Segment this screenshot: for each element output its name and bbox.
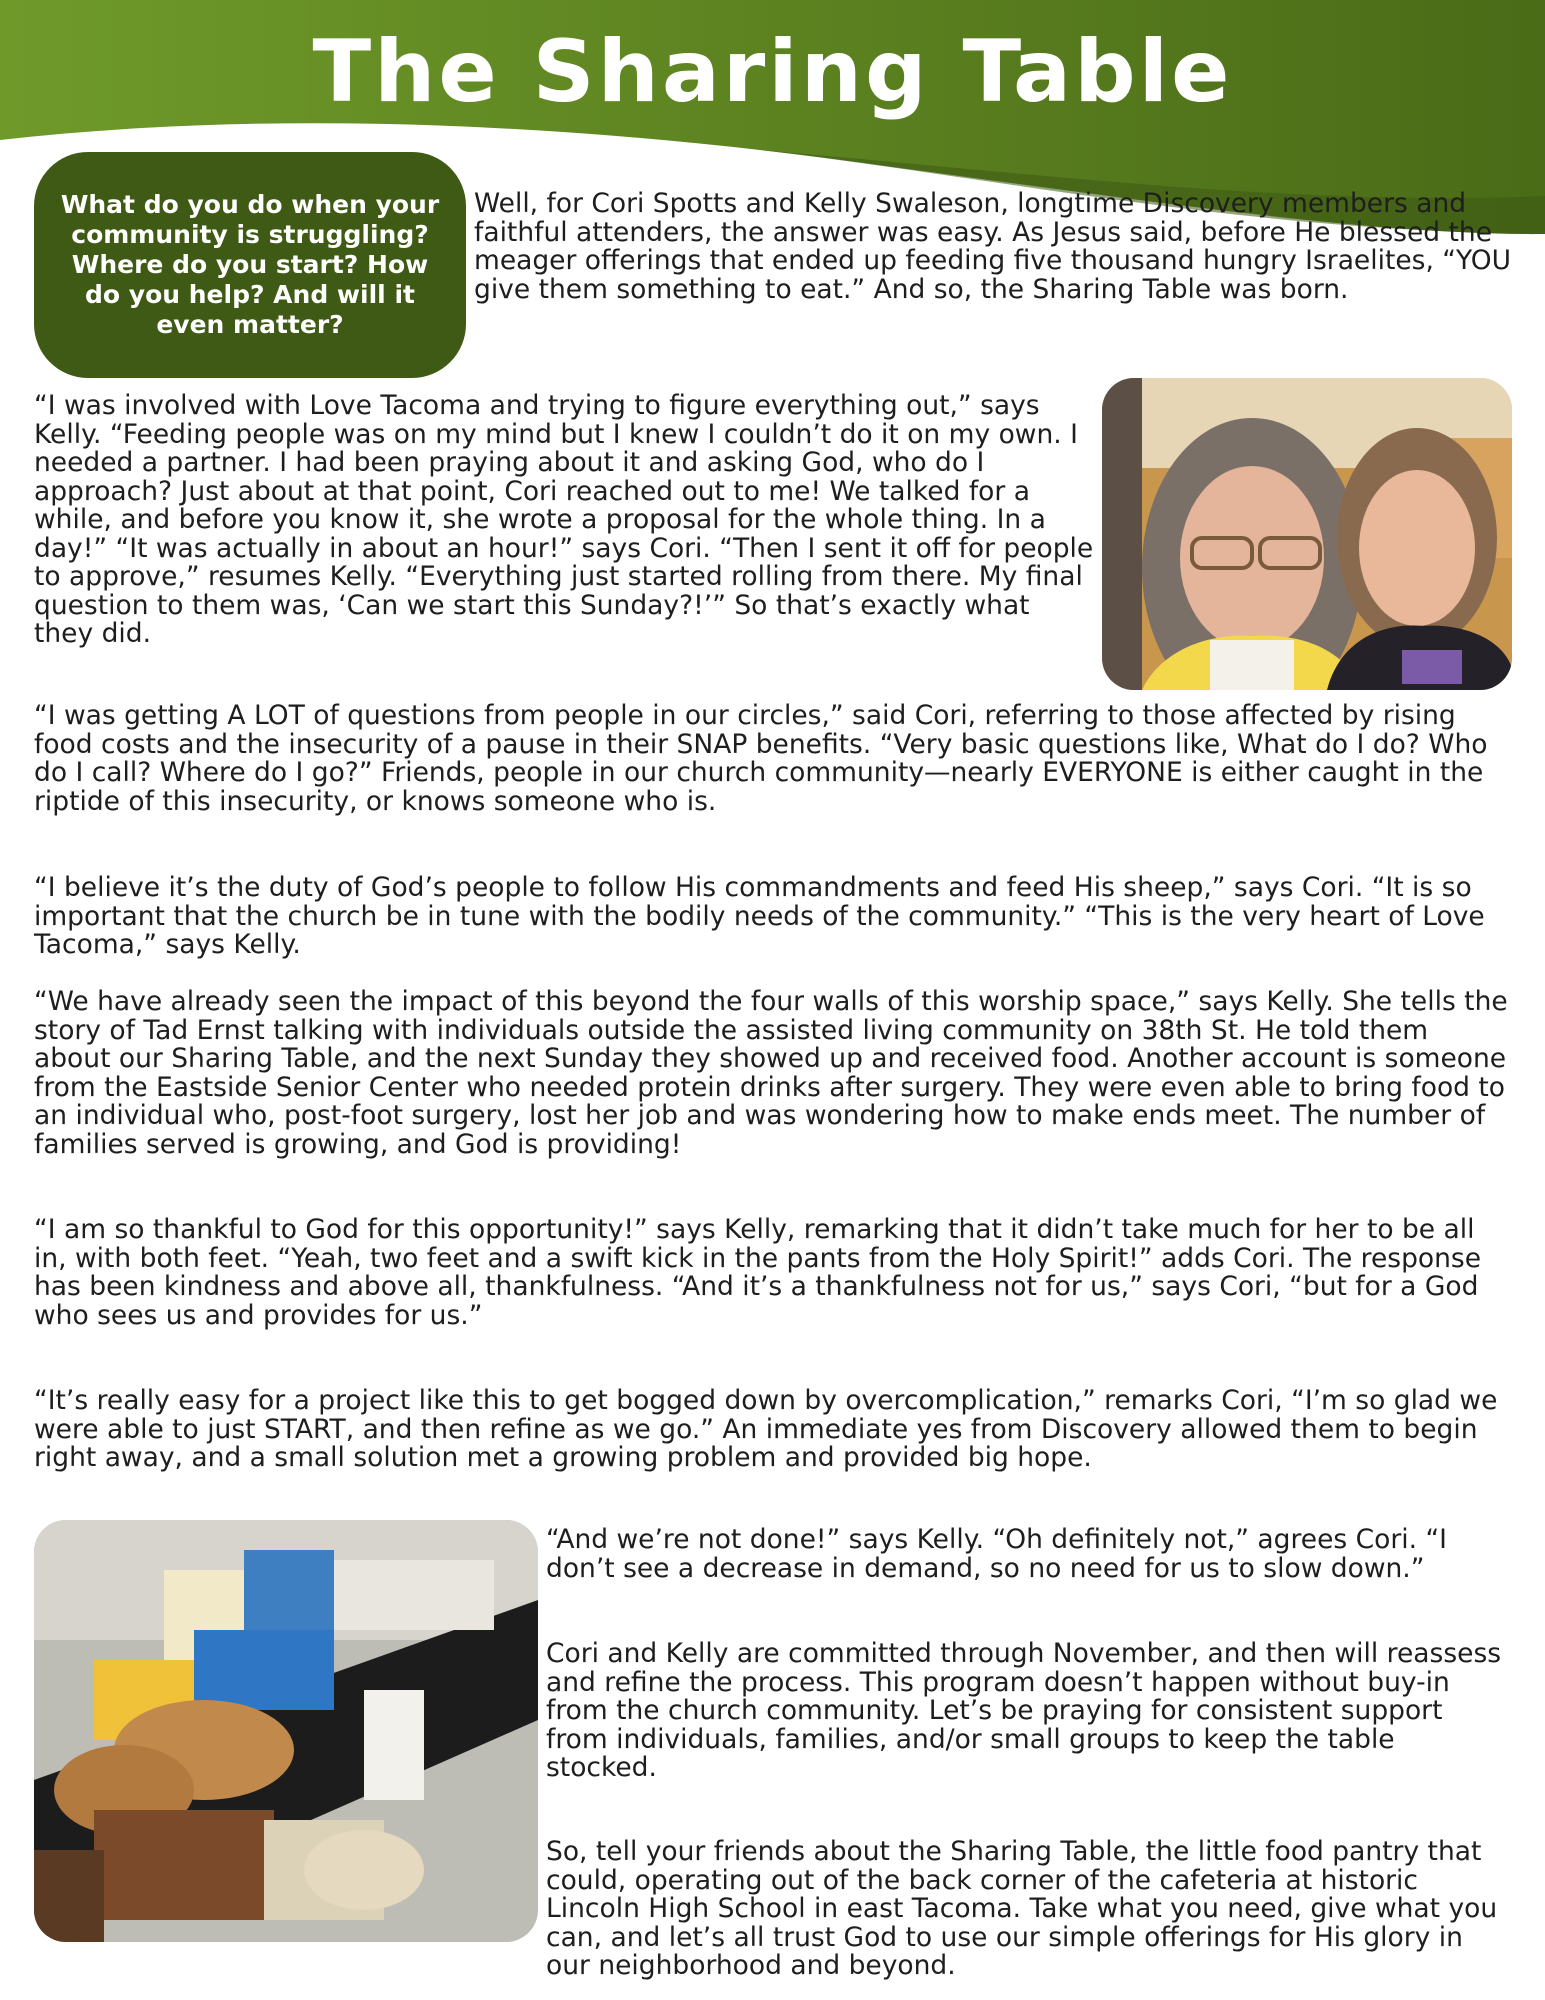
paragraph-5: “We have already seen the impact of this beyond the four walls of this worship space,” says Kelly. She tells the story of Tad Ernst talking with individuals outside the assisted living community on 38th St. He told them about our Sharing Table, and the next Sunday they showed up and received food. Another account is someone from the Eastside Senior Center who needed protein drinks after surgery. They were even able to bring food to an individual who, post-foot surgery, lost her job and was wondering how to make ends meet. The number of families served is growing, and God is providing! — [34, 986, 1508, 1160]
pull-quote-box — [34, 152, 466, 378]
paragraph-intro: Well, for Cori Spotts and Kelly Swaleson, longtime Discovery members and faithful attenders, the answer was easy. As Jesus said, before He blessed the meager offerings that ended up feeding five thousand hungry Israelites, “YOU give them something to eat.” And so, the Sharing Table was born. — [474, 188, 1512, 305]
page-title: The Sharing Table — [312, 22, 1233, 122]
paragraph-2: “I was involved with Love Tacoma and trying to figure everything out,” says Kelly. “Feeding people was on my mind but I knew I couldn’t do it on my own. I needed a partner. I had been praying about it and asking God, who do I approach? Just about at that point, Cori reached out to me! We talked for a while, and before you know it, she wrote a proposal for the whole thing. In a day!” “It was actually in about an hour!” says Cori. “Then I sent it off for people to approve,” resumes Kelly. “Everything just started rolling from there. My final question to them was, ‘Can we start this Sunday?!’” So that’s exactly what they did. — [34, 390, 1094, 649]
photo-cori-and-kelly — [1102, 378, 1512, 690]
paragraph-6: “I am so thankful to God for this opportunity!” says Kelly, remarking that it didn’t take much for her to be all in, with both feet. “Yeah, two feet and a swift kick in the pants from the Holy Spirit!” adds Cori. The response has been kindness and above all, thankfulness. “And it’s a thankfulness not for us,” says Cori, “but for a God who sees us and provides for us.” — [34, 1214, 1482, 1331]
paragraph-7: “It’s really easy for a project like this to get bogged down by overcomplication,” remarks Cori, “I’m so glad we were able to just START, and then refine as we go.” An immediate yes from Discovery allowed them to begin right away, and a small solution met a growing problem and provided big hope. — [34, 1385, 1498, 1473]
paragraph-4: “I believe it’s the duty of God’s people to follow His commandments and feed His sheep,” says Cori. “It is so important that the church be in tune with the bodily needs of the community.” “This is the very heart of Love Tacoma,” says Kelly. — [34, 872, 1485, 960]
photo-sharing-table-food — [34, 1520, 538, 1942]
paragraph-10: So, tell your friends about the Sharing Table, the little food pantry that could, operating out of the back corner of the cafeteria at historic Lincoln High School in east Tacoma. Take what you need, give what you can, and let’s all trust God to use our simple offerings for His glory in our neighborhood and beyond. — [546, 1836, 1498, 1981]
paragraph-9: Cori and Kelly are committed through November, and then will reassess and refine the process. This program doesn’t happen without buy-in from the church community. Let’s be praying for consistent support from individuals, families, and/or small groups to keep the table stocked. — [546, 1638, 1502, 1783]
paragraph-8: “And we’re not done!” says Kelly. “Oh definitely not,” agrees Cori. “I don’t see a decrease in demand, so no need for us to slow down.” — [546, 1524, 1447, 1584]
pull-quote-text: What do you do when your community is struggling? Where do you start? How do you help? And will it even matter? — [60, 190, 440, 339]
paragraph-3: “I was getting A LOT of questions from people in our circles,” said Cori, referring to those affected by rising food costs and the insecurity of a pause in their SNAP benefits. “Very basic questions like, What do I do? Who do I call? Where do I go?” Friends, people in our church community—nearly EVERYONE is either caught in the riptide of this insecurity, or knows someone who is. — [34, 700, 1488, 817]
